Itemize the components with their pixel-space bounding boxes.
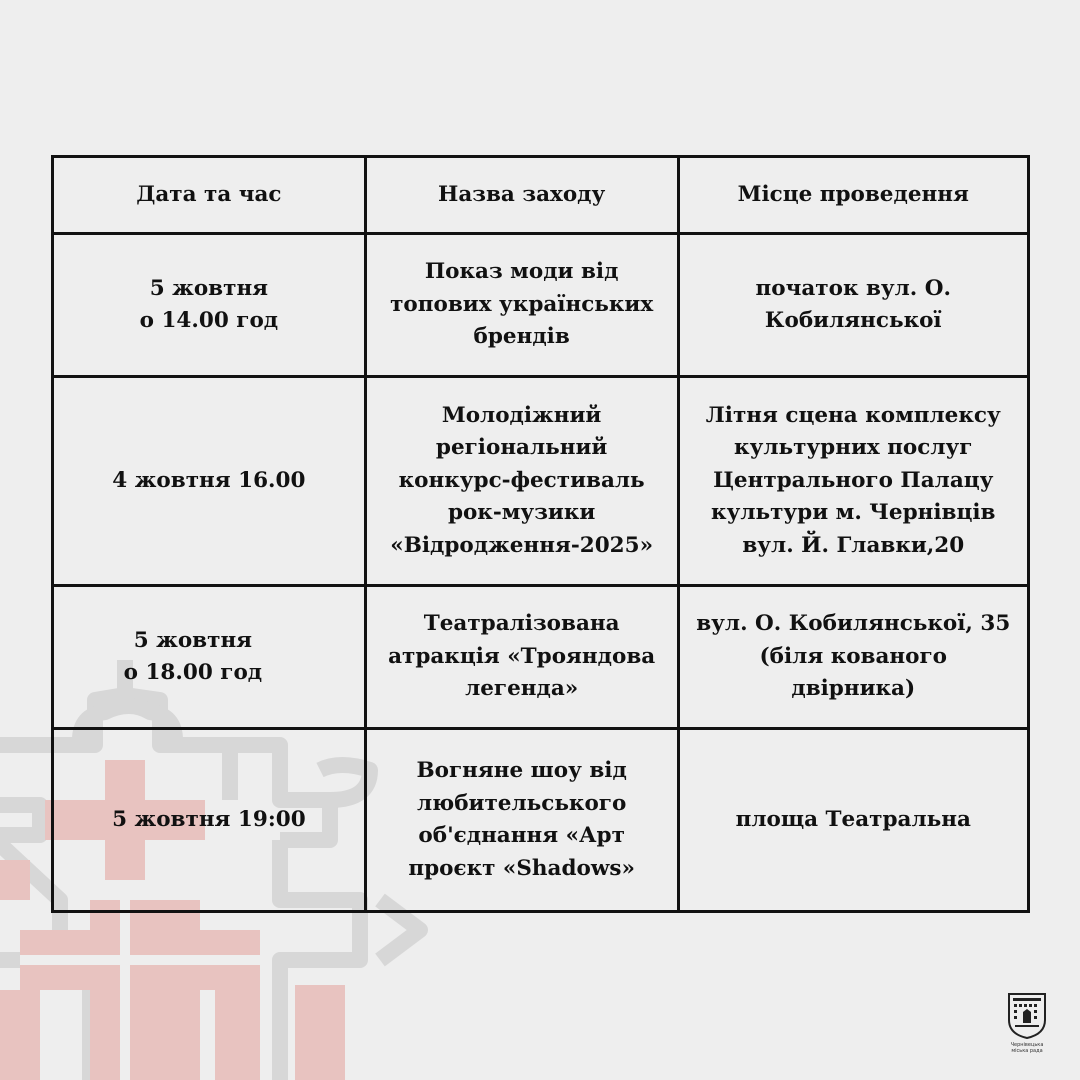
event-date: 5 жовтня о 18.00 год [53,586,366,729]
event-date: 5 жовтня о 14.00 год [53,234,366,377]
table-header-row [53,157,1029,234]
city-council-logo [1003,990,1051,1060]
event-name: Молодіжний регіональний конкурс-фестиваль рок-музики «Відродження-2025» [365,377,678,586]
event-name: Театралізована атракція «Трояндова легенда» [365,586,678,729]
logo-caption: Чернівецька міська рада [1010,1042,1044,1054]
event-venue: початок вул. О. Кобилянської [678,234,1028,377]
table-row [53,377,1029,586]
header-event-name: Назва заходу [365,157,678,234]
city-coat-of-arms-icon [1003,990,1051,1040]
table-row [53,586,1029,729]
table-row [53,234,1029,377]
header-venue: Місце проведення [678,157,1028,234]
event-date: 5 жовтня 19:00 [53,729,366,912]
event-venue: вул. О. Кобилянської, 35 (біля кованого двірника) [678,586,1028,729]
header-date-time: Дата та час [53,157,366,234]
event-name: Вогняне шоу від любительського об'єднання «Арт проєкт «Shadows» [365,729,678,912]
events-table [51,155,1030,913]
table-row [53,729,1029,912]
event-date: 4 жовтня 16.00 [53,377,366,586]
event-name: Показ моди від топових українських брендів [365,234,678,377]
event-venue: площа Театральна [678,729,1028,912]
event-venue: Літня сцена комплексу культурних послуг Центрального Палацу культури м. Чернівців вул. Й. Главки,20 [678,377,1028,586]
